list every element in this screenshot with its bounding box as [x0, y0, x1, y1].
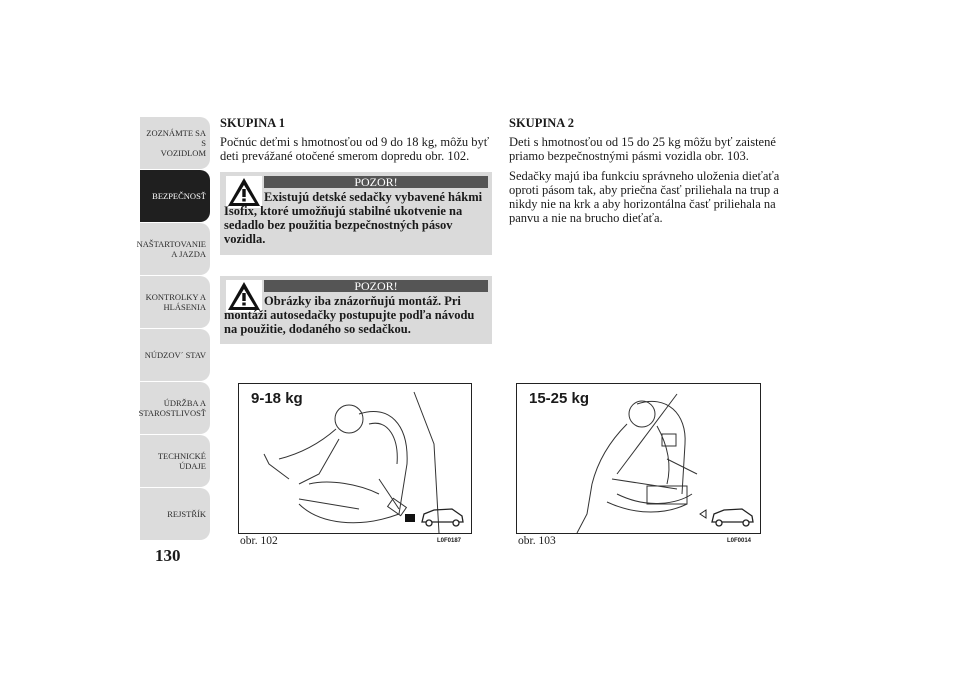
right-column	[509, 116, 784, 231]
figure-weight-label: 15-25 kg	[529, 390, 590, 407]
arrow-icon	[405, 514, 415, 522]
sidebar-item-nudzovy-stav[interactable]: NÚDZOV´ STAV	[140, 329, 210, 381]
figure-code: L0F0187	[437, 538, 462, 544]
warning-title: POZOR!	[264, 280, 488, 292]
paragraph: Počnúc deťmi s hmotnosťou od 9 do 18 kg, môžu byť deti prevážané otočené smerom dopredu obr. 102.	[220, 135, 490, 163]
warning-text: Existujú detské sedačky vybavené hákmi Isofix, ktoré umožňujú stabilné ukotvenie na sedadlo bez použitia bezpečnostných pásov vozidla.	[224, 190, 483, 246]
warning-title: POZOR!	[264, 176, 488, 188]
warning-box	[220, 172, 492, 255]
figure-weight-label: 9-18 kg	[251, 390, 303, 407]
booster-seat-illustration	[517, 384, 760, 533]
figure-103	[516, 383, 761, 534]
page-number: 130	[155, 546, 181, 565]
sidebar-item-technicke[interactable]: TECHNICKÉ ÚDAJE	[140, 435, 210, 487]
sidebar-item-zoznamte[interactable]: ZOZNÁMTE SA S VOZIDLOM	[140, 117, 210, 169]
sidebar-item-bezpecnost[interactable]: BEZPEČNOSŤ	[140, 170, 210, 222]
section-heading-skupina-2: SKUPINA 2	[509, 116, 574, 130]
arrow-icon	[700, 510, 706, 518]
figure-code: L0F0014	[727, 538, 752, 544]
figure-102	[238, 383, 472, 534]
car-icon	[422, 509, 463, 526]
sidebar-item-rejstrik[interactable]: REJSTŘÍK	[140, 488, 210, 540]
figure-caption: obr. 103	[518, 535, 556, 547]
section-heading-skupina-1: SKUPINA 1	[220, 116, 285, 130]
warning-text: Obrázky iba znázorňujú montáž. Pri montáži autosedačky postupujte podľa návodu na použitie, dodaného so sedačkou.	[224, 294, 475, 336]
sidebar-item-udrzba[interactable]: ÚDRŽBA A STAROSTLIVOSŤ	[140, 382, 210, 434]
child-seat-illustration	[239, 384, 471, 533]
paragraph: Deti s hmotnosťou od 15 do 25 kg môžu byť zaistené priamo bezpečnostnými pásmi vozidla obr. 103.	[509, 135, 776, 163]
car-icon	[712, 509, 753, 526]
paragraph: Sedačky majú iba funkciu správneho uloženia dieťaťa oproti pásom tak, aby priečna časť priliehala na trup a nikdy nie na krk a aby horizontálna časť priliehala na panvu a nie na brucho dieťaťa.	[509, 169, 780, 225]
sidebar-item-nastartovanie[interactable]: NAŠTARTOVANIE A JAZDA	[140, 223, 210, 275]
warning-box	[220, 276, 492, 344]
figure-caption: obr. 102	[240, 535, 278, 547]
sidebar-item-kontrolky[interactable]: KONTROLKY A HLÁSENIA	[140, 276, 210, 328]
left-column	[220, 116, 495, 169]
